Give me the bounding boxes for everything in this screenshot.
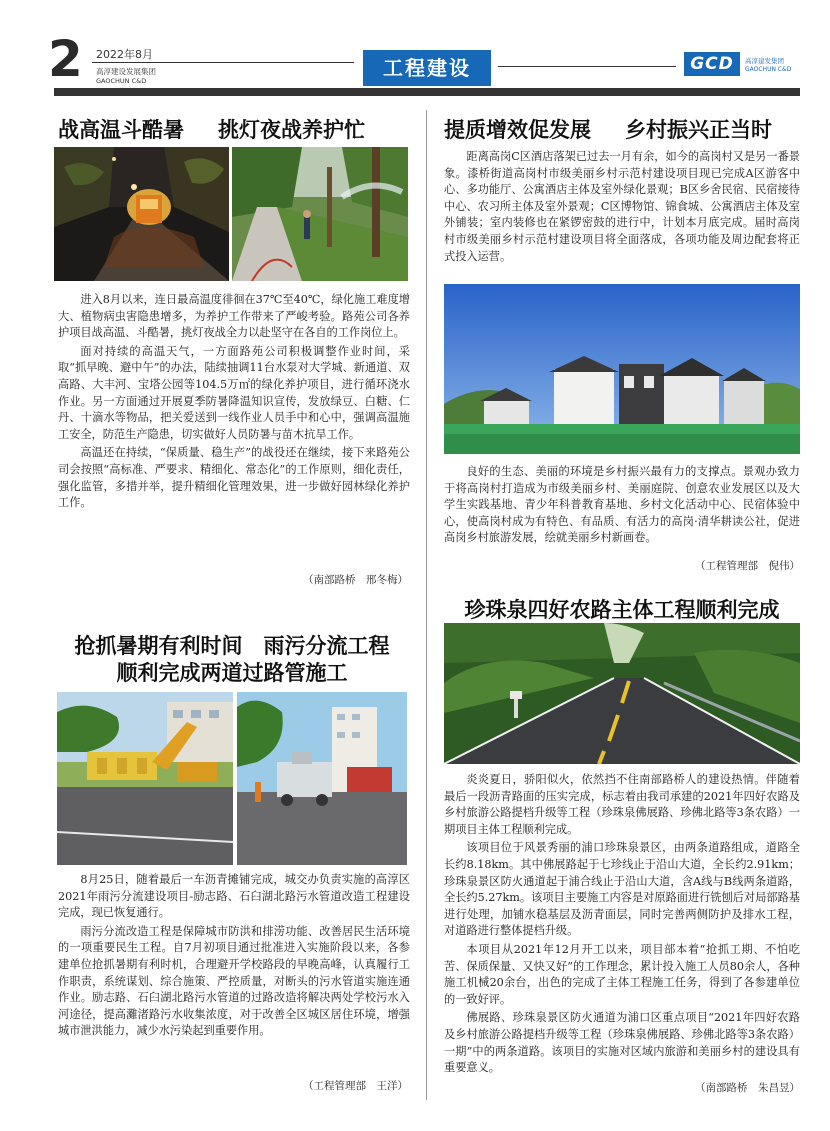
photo-village-buildings-icon bbox=[444, 284, 800, 454]
article1-paragraph: 面对持续的高温天气，一方面路苑公司积极调整作业时间，采取“抓早晚、避中午”的办法，陆续抽调11台水泵对大学城、新通道、双高路、大丰河、宝塔公园等104.5万㎡的绿化养护项目，进行循环浇水作业。另一方面通过开展夏季防暑降温知识宣传，发放绿豆、白糖、仁丹、十滴水等物品，把关爱送到一线作业人员手中和心中，强调高温施工安全，防范生产隐患，切实做好人员防暑与苗木抗旱工作。 bbox=[58, 344, 410, 441]
article1-title-part2: 挑灯夜战养护忙 bbox=[218, 118, 365, 142]
photo-sprinkler-path-icon bbox=[232, 147, 408, 281]
article3-title-part1: 提质增效促发展 bbox=[444, 118, 591, 142]
article3-title-part2: 乡村振兴正当时 bbox=[625, 118, 772, 142]
article2-headline-line1: 抢抓暑期有利时间 雨污分流工程 bbox=[74, 634, 390, 658]
photo-construction-site-icon bbox=[57, 692, 233, 865]
article2-byline: （工程管理部 王洋） bbox=[303, 1080, 408, 1092]
article1-headline bbox=[58, 114, 406, 144]
article1-title-part1: 战高温斗酷暑 bbox=[58, 118, 184, 142]
logo-caption: 高淳建发集团 bbox=[745, 57, 784, 65]
article1-body bbox=[58, 292, 410, 514]
gcd-logo: GCD bbox=[684, 52, 740, 76]
article1-paragraph: 高温还在持续，“保质量、稳生产”的战役还在继续，接下来路苑公司会按照“高标准、严要求、精细化、常态化”的工作原则，细化责任，强化监管，多措并举，提升精细化管理效果，进一步做好园林绿化养护工作。 bbox=[58, 446, 410, 510]
publisher-name-en: GAOCHUN C&D bbox=[96, 77, 147, 85]
article2-paragraph: 8月25日，随着最后一车沥青摊铺完成，城交办负责实施的高淳区2021年雨污分流建设项目-励志路、石臼湖北路污水管道改造工程建设完成，现已恢复通行。 bbox=[58, 873, 410, 920]
header-rule bbox=[92, 62, 354, 63]
logo-caption-en: GAOCHUN C&D bbox=[745, 66, 792, 73]
article2-body bbox=[58, 872, 410, 1042]
article4-headline: 珍珠泉四好农路主体工程顺利完成 bbox=[464, 598, 780, 622]
photo-road-milling-icon bbox=[237, 692, 407, 865]
article1-paragraph: 进入8月以来，连日最高温度徘徊在37℃至40℃，绿化施工难度增大、植物病虫害隐患增多，为养护工作带来了严峻考验。路苑公司各养护项目战高温、斗酷暑，挑灯夜战全力以赴坚守在各自的工作岗位上。 bbox=[58, 293, 410, 340]
article3-body-top bbox=[444, 149, 800, 267]
section-title: 工程建设 bbox=[363, 50, 491, 86]
photo-night-watering-icon bbox=[54, 147, 229, 281]
article3-paragraph: 良好的生态、美丽的环境是乡村振兴最有力的支撑点。景观办致力于将高岗村打造成为市级美丽乡村、美丽庭院、创意农业发展区以及大学生实践基地、青少年科普教育基地、乡村文化活动中心、民宿体验中心，使高岗村成为有特色、有品质、有活力的高岗·清华耕读公社，促进高岗乡村旅游发展，绘就美丽乡村新画卷。 bbox=[444, 465, 800, 545]
photo-rural-road-icon bbox=[444, 623, 800, 764]
issue-date: 2022年8月 bbox=[96, 48, 153, 61]
article2-headline-line2: 顺利完成两道过路管施工 bbox=[116, 661, 348, 685]
publisher-name: 高淳建设发展集团 bbox=[96, 67, 156, 76]
article1-byline: （南部路桥 邢冬梅） bbox=[303, 574, 408, 586]
article3-body-bottom bbox=[444, 464, 800, 549]
header-rule-right bbox=[498, 66, 676, 67]
header-bar bbox=[54, 88, 800, 96]
article3-byline: （工程管理部 倪伟） bbox=[695, 560, 800, 572]
article4-paragraph: 炎炎夏日，骄阳似火，依然挡不住南部路桥人的建设热情。伴随着最后一段沥青路面的压实完成，标志着由我司承建的2021年四好农路及乡村旅游公路提档升级等工程（珍珠泉佛展路、珍佛北路等3条农路）一期项目主体工程顺利完成。 bbox=[444, 773, 800, 836]
page-number: 2 bbox=[48, 30, 83, 88]
article4-body bbox=[444, 772, 800, 1079]
article3-headline bbox=[444, 114, 800, 144]
article2-paragraph: 雨污分流改造工程是保障城市防洪和排涝功能、改善居民生活环境的一项重要民生工程。自7月初项目通过批准进入实施阶段以来，各参建单位抢抓暑期有利时机，合理避开学校路段的早晚高峰，认真履行工作职责，系统谋划、综合施策、严控质量，对断头的污水管道实施连通作业。励志路、石臼湖北路污水管道的过路改造将解决两处学校污水入河途径，提高灘渚路污水收集浓度，对于改善全区城区居住环境，增强城市泄洪能力，减少水污染起到重要作用。 bbox=[58, 924, 410, 1038]
article4-paragraph: 本项目从2021年12月开工以来，项目部本着“抢抓工期、不怕吃苦、保质保量、又快又好”的工作理念，累计投入施工人员80余人，各种施工机械20余台，出色的完成了主体工程施工任务，得到了各参建单位的一致好评。 bbox=[444, 942, 800, 1006]
article4-byline: （南部路桥 朱昌昱） bbox=[695, 1082, 800, 1094]
article4-paragraph: 佛展路、珍珠泉景区防火通道为浦口区重点项目“2021年四好农路及乡村旅游公路提档升级等工程（珍珠泉佛展路、珍佛北路等3条农路）一期”中的两条道路。该项目的实施对区域内旅游和美丽乡村的建设具有重要意义。 bbox=[444, 1011, 800, 1075]
article4-paragraph: 该项目位于风景秀丽的浦口珍珠泉景区，由两条道路组成，道路全长约8.18km。其中佛展路起于七珍线止于沿山大道，全长约2.91km；珍珠泉景区防火通道起于浦合线止于沿山大道，含A线与B线两条道路，全长约5.27km。该项目主要施工内容是对原路面进行铣刨后对局部路基进行处理，加铺水稳基层及沥青面层，同时完善两侧防护及排水工程，对道路进行整体提档升级。 bbox=[444, 841, 800, 938]
column-divider bbox=[426, 110, 427, 1100]
article3-paragraph: 距离高岗C区酒店落架已过去一月有余，如今的高岗村又是另一番景象。漆桥街道高岗村市级美丽乡村示范村建设项目现已完成A区游客中心、多功能厅、公寓酒店主体及室外绿化景观；B区乡舍民宿、民宿接待中心、农习所主体及室外景观；C区博物馆、锦食城、公寓酒店主体及室外铺装；室内装修也在紧锣密鼓的进行中，计划本月底完成。届时高岗村市级美丽乡村示范村建设项目将全面落成，各项功能及周边配套将正式投入运营。 bbox=[444, 150, 800, 263]
